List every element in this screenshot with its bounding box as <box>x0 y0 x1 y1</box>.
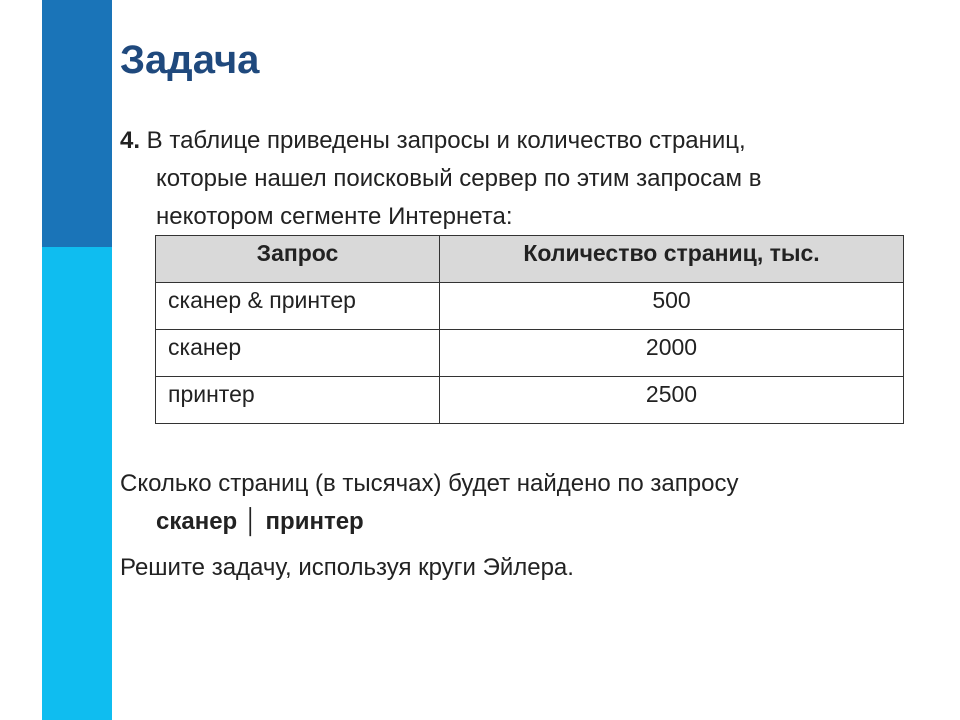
cell-query: сканер <box>156 330 440 377</box>
cell-pages: 2000 <box>440 330 904 377</box>
question <box>120 465 738 541</box>
cell-pages: 2500 <box>440 377 904 424</box>
task-line-1-text: В таблице приведены запросы и количество страниц, <box>140 127 746 154</box>
header-pages: Количество страниц, тыс. <box>440 236 904 283</box>
cell-pages: 500 <box>440 283 904 330</box>
table-row <box>156 330 904 377</box>
task-number: 4. <box>120 127 141 154</box>
task-statement <box>120 122 910 236</box>
decorative-bar-dark <box>42 0 112 247</box>
table-header-row <box>156 236 904 283</box>
header-query: Запрос <box>156 236 440 283</box>
task-line-1 <box>120 122 910 160</box>
question-query: сканер │ принтер <box>156 508 364 535</box>
task-line-3: некотором сегменте Интернета: <box>156 203 513 230</box>
cell-query: принтер <box>156 377 440 424</box>
decorative-bar-light <box>42 247 112 720</box>
question-text: Сколько страниц (в тысячах) будет найдено по запросу <box>120 470 739 497</box>
instruction-text: Решите задачу, используя круги Эйлера. <box>120 554 574 581</box>
task-line-2: которые нашел поисковый сервер по этим запросам в <box>156 165 762 192</box>
slide-title: Задача <box>120 38 260 82</box>
table-row <box>156 283 904 330</box>
table-row <box>156 377 904 424</box>
queries-table <box>155 235 904 424</box>
cell-query: сканер & принтер <box>156 283 440 330</box>
